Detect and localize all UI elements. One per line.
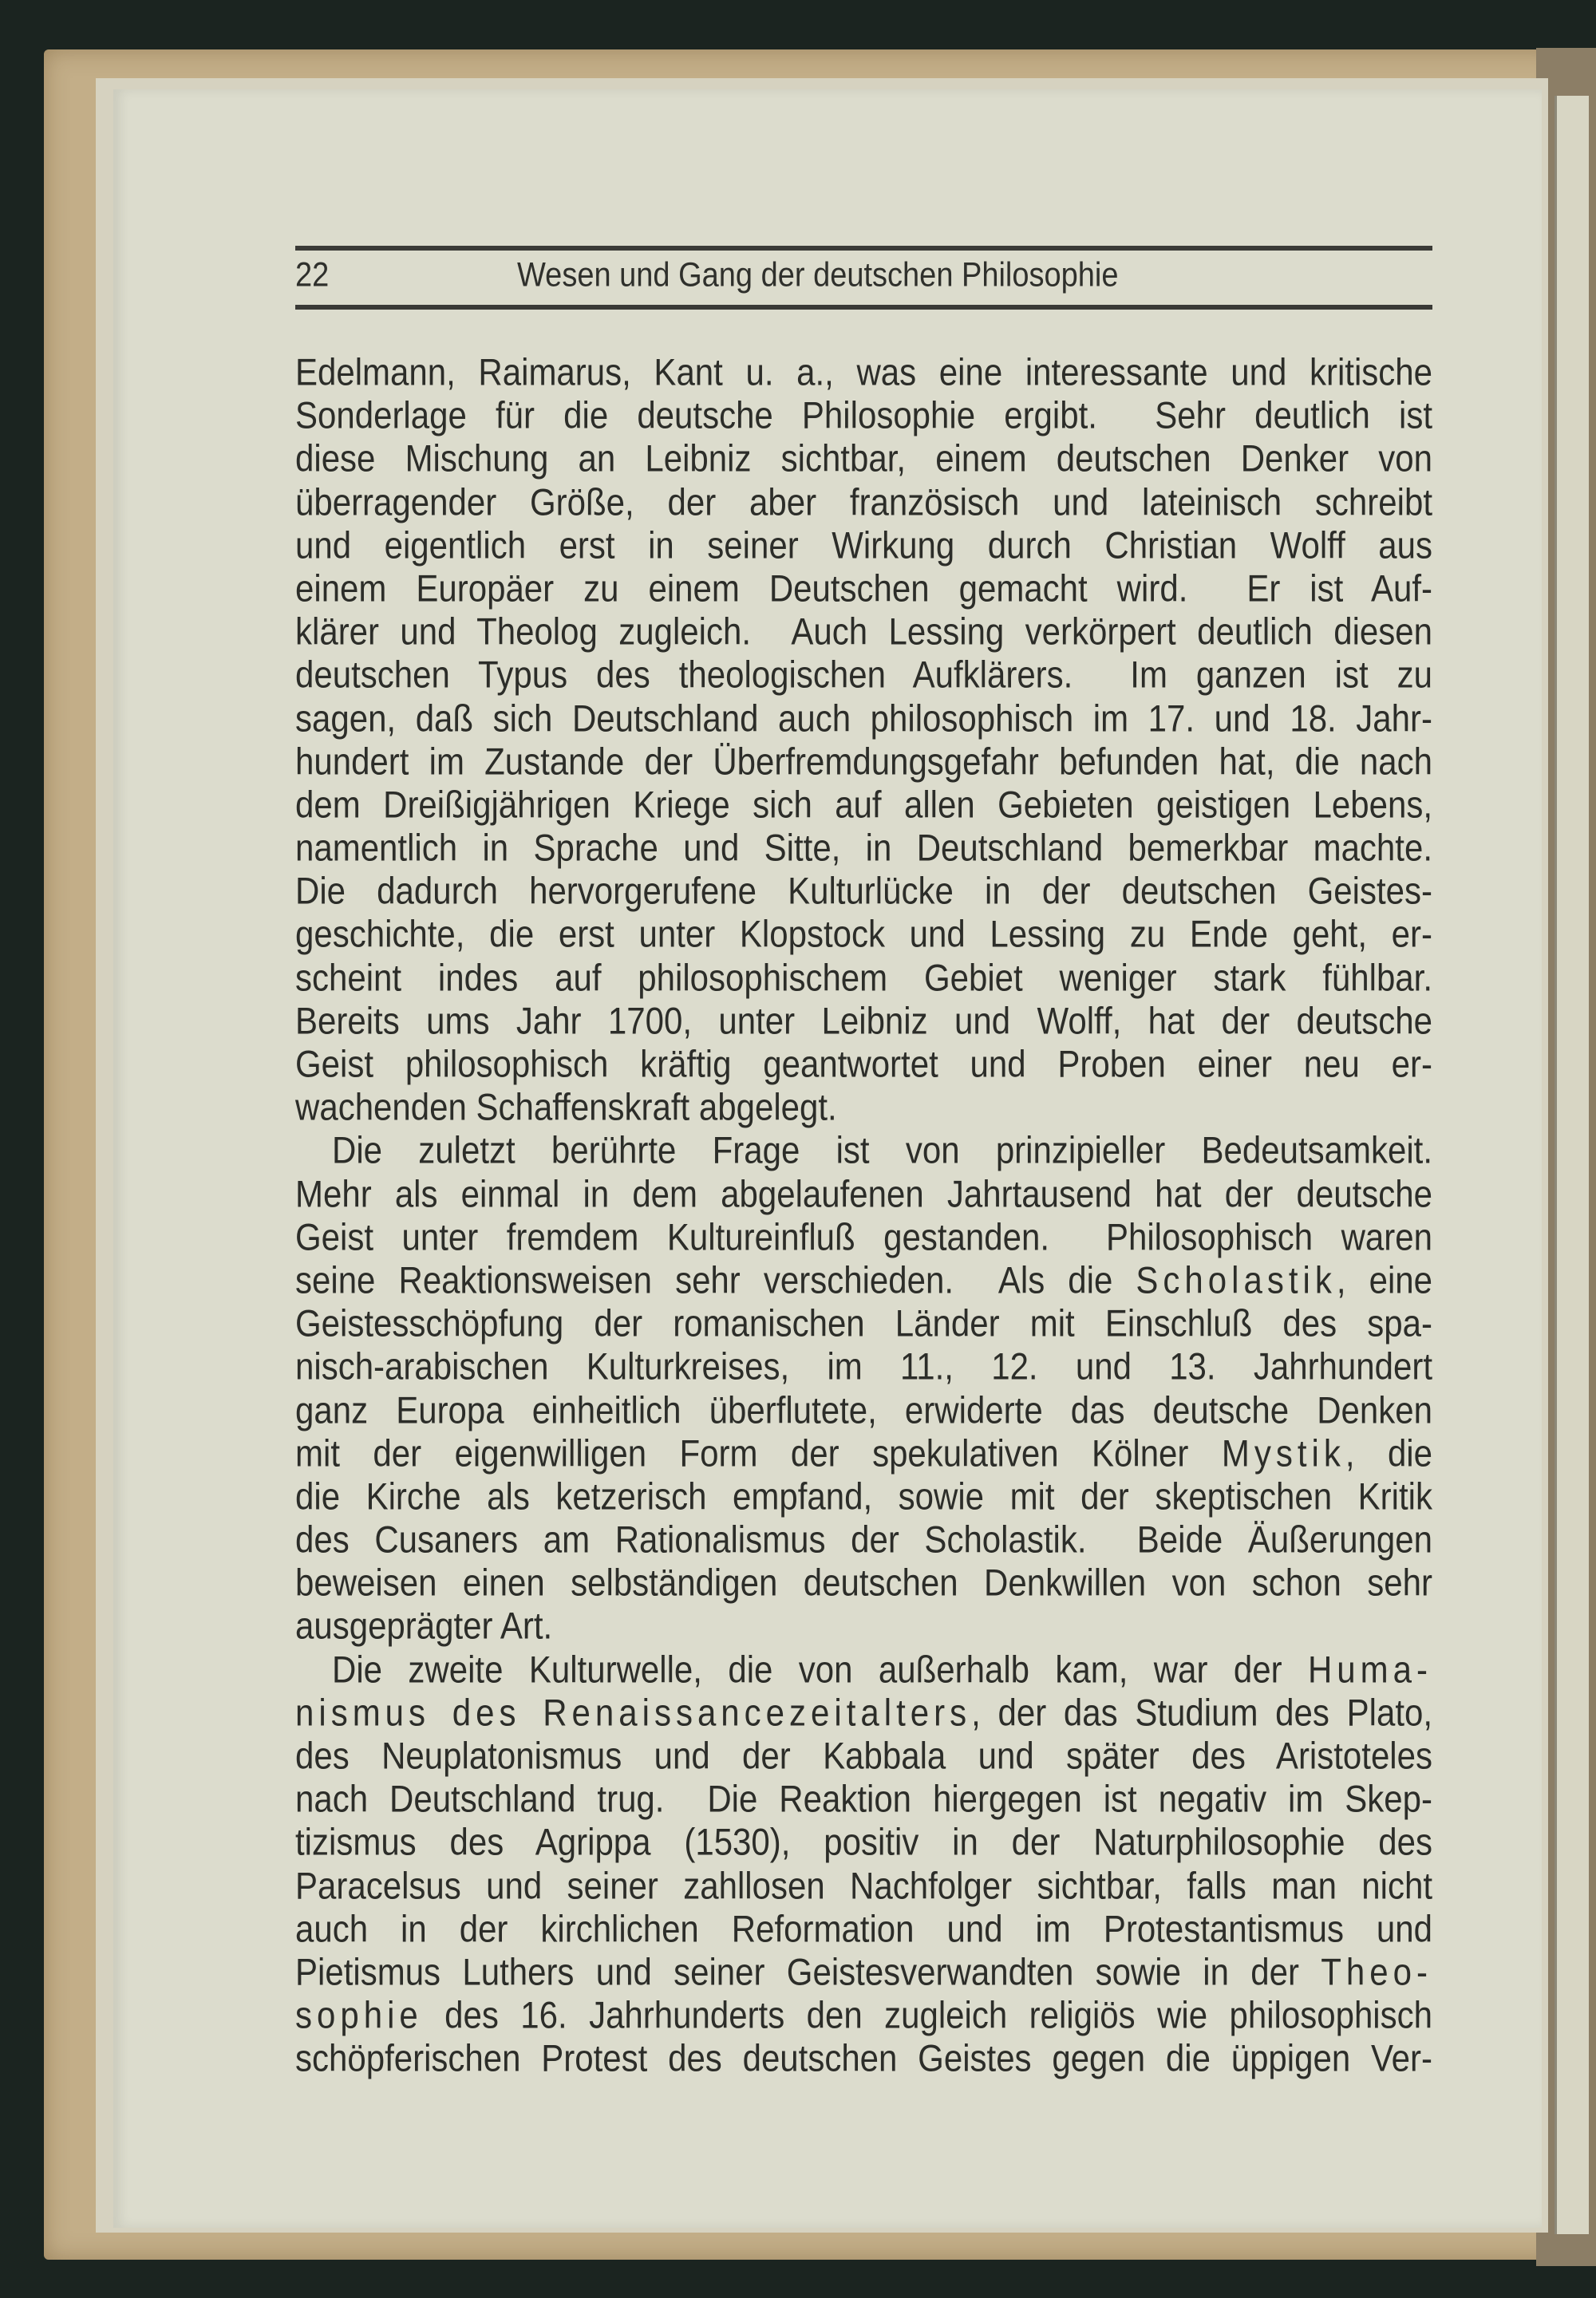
text-line [295,1645,1432,1694]
text-run: hundert im Zustande der Überfremdungsgefahr befunden hat, die nach [295,740,1432,783]
text-run: ausgeprägter Art. [295,1605,553,1648]
text-line [295,651,1432,700]
text-line [295,478,1432,527]
header-rule-top [295,246,1432,251]
text-line [295,1429,1432,1478]
text-run: ganz Europa einheitlich überflutete, erwiderte das deutsche Denken [295,1388,1432,1431]
text-line [295,824,1432,873]
text-run: Die dadurch hervorgerufene Kulturlücke in der deutschen Geistes- [295,870,1432,912]
text-run: namentlich in Sprache und Sitte, in Deutschland bemerkbar machte. [295,827,1432,869]
text-line [295,1602,1432,1651]
text-line [295,1992,1432,2040]
text-run: wachenden Schaffenskraft abgelegt. [295,1086,837,1128]
text-line [295,2035,1432,2083]
text-run: seine Reaktionsweisen sehr verschieden. Als die [295,1259,1136,1301]
text-line [295,954,1432,1002]
text-line [295,1343,1432,1392]
text-run: dem Dreißigjährigen Kriege sich auf allen Gebieten geistigen Lebens, [295,783,1432,826]
text-line [295,1559,1432,1608]
text-run: nisch-arabischen Kulturkreises, im 11., 12. und 13. Jahrhundert [295,1345,1432,1388]
text-line [295,1300,1432,1348]
text-run: beweisen einen selbständigen deutschen Denkwillen von schon sehr [295,1562,1432,1604]
text-run: scheint indes auf philosophischem Gebiet weniger stark fühlbar. [295,956,1432,999]
text-line [295,997,1432,1046]
text-line [295,608,1432,657]
text-run: Geist philosophisch kräftig geantwortet und Proben einer neu er- [295,1043,1432,1085]
spaced-emphasis: nismus des Renaissancezeitalters [295,1691,972,1734]
text-run: auch in der kirchlichen Reformation und im Protestantismus und [295,1907,1432,1950]
text-run: diese Mischung an Leibniz sichtbar, einem deutschen Denker von [295,437,1432,480]
text-run: , der das Studium des Plato, [971,1691,1433,1734]
text-run: und eigentlich erst in seiner Wirkung durch Christian Wolff aus [295,523,1432,567]
text-run: , eine [1336,1259,1432,1301]
text-line [295,1689,1432,1738]
text-line [295,781,1432,830]
text-run: Paracelsus und seiner zahllosen Nachfolger sichtbar, falls man nicht [295,1864,1432,1907]
page-number: 22 [295,256,330,294]
spaced-emphasis: Theo- [1321,1951,1432,1993]
text-line [295,521,1432,570]
header-rule-bottom [295,305,1432,310]
text-line [295,1732,1432,1781]
spaced-emphasis: sophie [295,1994,423,2036]
text-line [295,1127,1432,1175]
text-line [295,1386,1432,1435]
spaced-emphasis: Scholastik [1136,1259,1337,1301]
text-run: die Kirche als ketzerisch empfand, sowie mit der skeptischen Kritik [295,1475,1432,1518]
text-line [295,1473,1432,1522]
text-run: Sonderlage für die deutsche Philosophie ergibt. Sehr deutlich ist [295,394,1432,436]
facing-page-edge [1555,96,1589,2234]
text-run: mit der eigenwilligen Form der spekulativen Kölner [295,1431,1222,1475]
text-run: deutschen Typus des theologischen Aufklärers. Im ganzen ist zu [295,653,1432,697]
text-run: klärer und Theolog zugleich. Auch Lessing verkörpert deutlich diesen [295,610,1432,653]
text-line [295,565,1432,614]
text-run: Die zweite Kulturwelle, die von außerhalb kam, war der [332,1648,1308,1691]
text-line [295,1170,1432,1218]
text-line [295,1818,1432,1867]
text-line [295,1775,1432,1824]
text-run: nach Deutschland trug. Die Reaktion hiergegen ist negativ im Skep- [295,1778,1432,1820]
spaced-emphasis: Mystik [1221,1431,1345,1475]
text-run: , die [1345,1431,1432,1475]
text-line [295,1862,1432,1910]
text-run: geschichte, die erst unter Klopstock und Lessing zu Ende geht, er- [295,913,1432,956]
text-run: Pietismus Luthers und seiner Geistesverwandten sowie in der [295,1951,1321,1993]
text-line [295,867,1432,916]
spaced-emphasis: Huma- [1307,1648,1432,1691]
text-run: tizismus des Agrippa (1530), positiv in der Naturphilosophie des [295,1821,1432,1864]
body-text [295,351,1432,2081]
running-header [295,254,1432,302]
text-run: Die zuletzt berührte Frage ist von prinzipieller Bedeutsamkeit. [332,1129,1432,1172]
text-run: Geistesschöpfung der romanischen Länder mit Einschluß des spa- [295,1302,1432,1344]
text-run: Bereits ums Jahr 1700, unter Leibniz und Wolff, hat der deutsche [295,999,1432,1042]
text-line [295,694,1432,743]
text-line [295,1949,1432,1997]
text-line [295,1257,1432,1305]
text-run: überragender Größe, der aber französisch und lateinisch schreibt [295,480,1432,523]
text-run: Geist unter fremdem Kultureinfluß gestanden. Philosophisch waren [295,1215,1432,1258]
text-run: des Cusaners am Rationalismus der Scholastik. Beide Äußerungen [295,1518,1432,1561]
text-run: schöpferischen Protest des deutschen Geistes gegen die üppigen Ver- [295,2037,1432,2080]
text-line [295,349,1432,397]
text-line [295,1040,1432,1089]
running-title: Wesen und Gang der deutschen Philosophie [517,256,1119,294]
text-run: des 16. Jahrhunderts den zugleich religiös wie philosophisch [422,1994,1432,2036]
text-line [295,392,1432,440]
text-run: des Neuplatonismus und der Kabbala und später des Aristoteles [295,1735,1432,1777]
text-run: Mehr als einmal in dem abgelaufenen Jahrtausend hat der deutsche [295,1172,1432,1215]
text-line [295,1213,1432,1262]
text-line [295,435,1432,484]
text-line [295,1516,1432,1565]
text-line [295,1905,1432,1953]
text-run: sagen, daß sich Deutschland auch philosophisch im 17. und 18. Jahr- [295,697,1432,740]
text-line [295,910,1432,959]
text-run: Edelmann, Raimarus, Kant u. a., was eine interessante und kritische [295,351,1432,393]
text-line [295,737,1432,786]
text-run: einem Europäer zu einem Deutschen gemacht wird. Er ist Auf- [295,567,1432,610]
text-line [295,1084,1432,1132]
